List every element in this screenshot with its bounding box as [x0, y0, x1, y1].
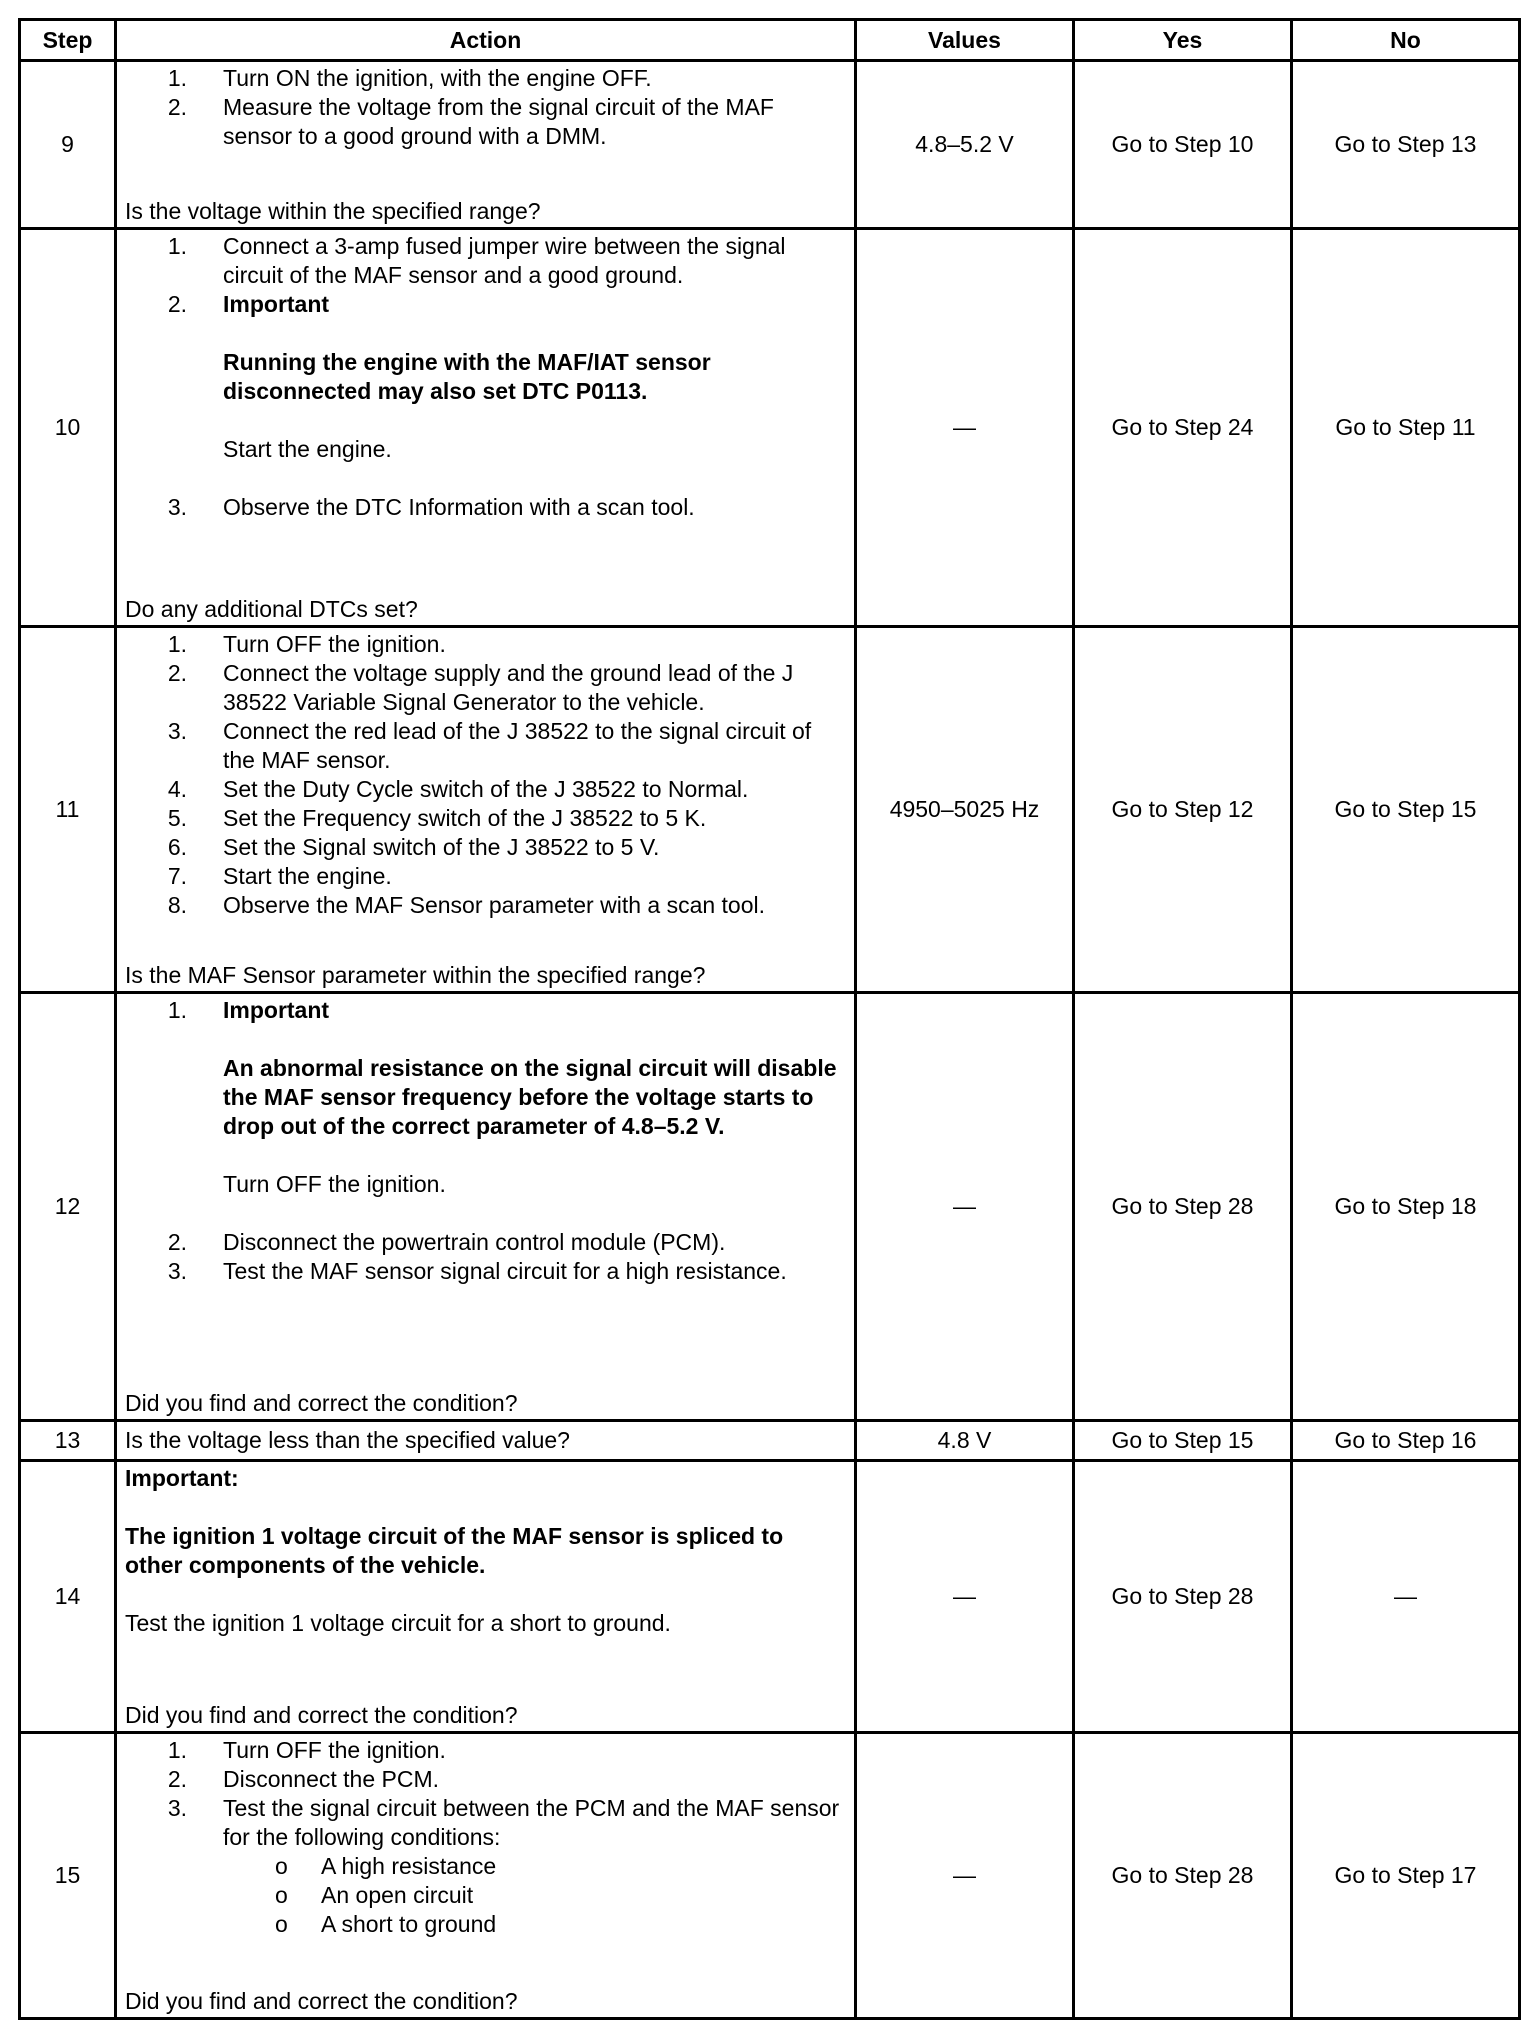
list-item: 3. Test the signal circuit between the PCM and the MAF sensor for the following conditions: o A high resistance o An open circuit o A short to ground: [125, 1794, 846, 1939]
list-item: 2. Measure the voltage from the signal circuit of the MAF sensor to a good ground with a DMM.: [167, 93, 774, 149]
header-yes: Yes: [1074, 20, 1292, 61]
diagnostic-table-page: [18, 18, 1518, 2020]
table-row: [20, 627, 1520, 993]
list-item: o A short to ground: [275, 1910, 497, 1937]
list-item-text: Start the engine.: [223, 435, 392, 462]
action-cell: [116, 61, 856, 229]
yes-cell: Go to Step 28: [1074, 1733, 1292, 2019]
list-item: 5. Set the Frequency switch of the J 38522 to 5 K.: [167, 804, 707, 831]
value-cell: 4950–5025 Hz: [856, 627, 1074, 993]
list-item: o An open circuit: [275, 1881, 474, 1908]
table-row: [20, 1421, 1520, 1461]
question-text: Is the voltage less than the specified value?: [125, 1427, 570, 1453]
step-number: 10: [20, 229, 116, 627]
important-note: The ignition 1 voltage circuit of the MAF sensor is spliced to other components of the vehicle.: [125, 1522, 784, 1578]
question-text: Is the MAF Sensor parameter within the specified range?: [125, 961, 706, 988]
step-number: 11: [20, 627, 116, 993]
question-text: Is the voltage within the specified range?: [125, 197, 541, 224]
action-cell: [116, 1421, 856, 1461]
value-cell: —: [856, 993, 1074, 1421]
header-no: No: [1292, 20, 1520, 61]
action-list: [125, 630, 846, 920]
diagnostic-table: [18, 18, 1521, 2020]
value-cell: 4.8 V: [856, 1421, 1074, 1461]
action-list: [125, 232, 846, 522]
list-item: 3. Observe the DTC Information with a scan tool.: [167, 493, 695, 520]
value-cell: —: [856, 229, 1074, 627]
bullet-marker: o: [275, 1910, 288, 1937]
list-item-text: Test the signal circuit between the PCM and the MAF sensor for the following conditions:: [223, 1794, 840, 1850]
yes-cell: Go to Step 28: [1074, 1461, 1292, 1733]
condition-list: [223, 1852, 846, 1939]
value-cell: 4.8–5.2 V: [856, 61, 1074, 229]
table-row: [20, 993, 1520, 1421]
action-cell: [116, 627, 856, 993]
question-text: Did you find and correct the condition?: [125, 1701, 518, 1728]
table-row: [20, 1733, 1520, 2019]
action-list: [125, 996, 846, 1286]
important-note: Running the engine with the MAF/IAT sensor disconnected may also set DTC P0113.: [223, 348, 711, 404]
list-item: o A high resistance: [275, 1852, 497, 1879]
step-number: 9: [20, 61, 116, 229]
important-label: Important:: [125, 1464, 239, 1491]
important-label: Important: [223, 996, 330, 1023]
no-cell: Go to Step 16: [1292, 1421, 1520, 1461]
important-label: Important: [223, 290, 330, 317]
list-item: 2. Important Running the engine with the MAF/IAT sensor disconnected may also set DTC P0113. Start the engine.: [125, 290, 846, 493]
list-item: 1. Turn OFF the ignition.: [167, 1736, 446, 1763]
action-cell: [116, 229, 856, 627]
list-item: 2. Disconnect the PCM.: [167, 1765, 440, 1792]
no-cell: —: [1292, 1461, 1520, 1733]
header-values: Values: [856, 20, 1074, 61]
list-item-text: Turn OFF the ignition.: [223, 1170, 446, 1197]
action-list: [125, 1736, 846, 1939]
list-item: 2. Connect the voltage supply and the ground lead of the J 38522 Variable Signal Generator to the vehicle.: [167, 659, 794, 715]
value-cell: —: [856, 1461, 1074, 1733]
yes-cell: Go to Step 10: [1074, 61, 1292, 229]
question-text: Do any additional DTCs set?: [125, 595, 418, 622]
table-row: [20, 1461, 1520, 1733]
list-item: 3. Connect the red lead of the J 38522 to the signal circuit of the MAF sensor.: [167, 717, 812, 773]
bullet-marker: o: [275, 1881, 288, 1908]
bullet-marker: o: [275, 1852, 288, 1879]
important-note: An abnormal resistance on the signal circuit will disable the MAF sensor frequency before the voltage starts to drop out of the correct parameter of 4.8–5.2 V.: [223, 1054, 837, 1139]
list-item: 3. Test the MAF sensor signal circuit for a high resistance.: [167, 1257, 787, 1284]
list-item: 2. Disconnect the powertrain control module (PCM).: [167, 1228, 726, 1255]
table-row: [20, 61, 1520, 229]
question-text: Did you find and correct the condition?: [125, 1389, 518, 1416]
no-cell: Go to Step 13: [1292, 61, 1520, 229]
yes-cell: Go to Step 24: [1074, 229, 1292, 627]
yes-cell: Go to Step 15: [1074, 1421, 1292, 1461]
action-list: [125, 64, 846, 151]
step-number: 15: [20, 1733, 116, 2019]
yes-cell: Go to Step 12: [1074, 627, 1292, 993]
list-item: 6. Set the Signal switch of the J 38522 to 5 V.: [167, 833, 660, 860]
no-cell: Go to Step 11: [1292, 229, 1520, 627]
list-item: 1. Connect a 3-amp fused jumper wire between the signal circuit of the MAF sensor and a good ground.: [167, 232, 786, 288]
list-item: 1. Turn ON the ignition, with the engine OFF.: [167, 64, 652, 91]
step-number: 12: [20, 993, 116, 1421]
list-item: 8. Observe the MAF Sensor parameter with a scan tool.: [167, 891, 766, 918]
step-number: 14: [20, 1461, 116, 1733]
table-header-row: [20, 20, 1520, 61]
header-action: Action: [116, 20, 856, 61]
action-text: Test the ignition 1 voltage circuit for a short to ground.: [125, 1609, 671, 1636]
table-row: [20, 229, 1520, 627]
header-step: Step: [20, 20, 116, 61]
question-text: Did you find and correct the condition?: [125, 1987, 518, 2014]
list-item: 1. Important An abnormal resistance on the signal circuit will disable the MAF sensor frequency before the voltage starts to drop out of the correct parameter of 4.8–5.2 V. Turn OFF the ignition.: [125, 996, 846, 1228]
action-cell: [116, 1461, 856, 1733]
value-cell: —: [856, 1733, 1074, 2019]
list-item: 7. Start the engine.: [167, 862, 392, 889]
action-cell: [116, 993, 856, 1421]
no-cell: Go to Step 17: [1292, 1733, 1520, 2019]
list-item: 4. Set the Duty Cycle switch of the J 38522 to Normal.: [167, 775, 749, 802]
step-number: 13: [20, 1421, 116, 1461]
no-cell: Go to Step 18: [1292, 993, 1520, 1421]
list-item: 1. Turn OFF the ignition.: [167, 630, 446, 657]
no-cell: Go to Step 15: [1292, 627, 1520, 993]
action-cell: [116, 1733, 856, 2019]
yes-cell: Go to Step 28: [1074, 993, 1292, 1421]
